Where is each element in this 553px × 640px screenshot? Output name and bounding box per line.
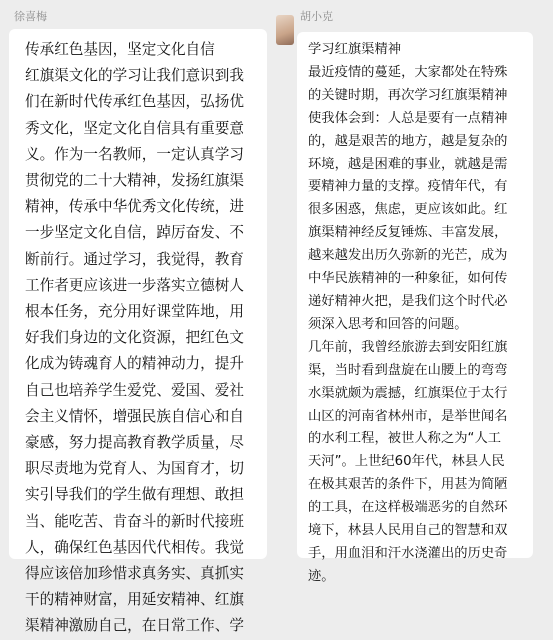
message-line: 根本任务，充分用好课堂阵地，用: [25, 303, 244, 321]
message-bubble-left[interactable]: [9, 29, 267, 635]
message-line: 实引导我们的学生做有理想、敢担: [25, 486, 244, 504]
avatar[interactable]: [276, 15, 294, 45]
message-line: 的关键时期，再次学习红旗渠精神: [308, 87, 508, 103]
message-line: 递好精神火把，是我们这个时代必: [308, 293, 508, 309]
message-line: 红旗渠文化的学习让我们意识到我: [25, 67, 244, 85]
message-line: 豪感，努力提高教育教学质量，尽: [25, 434, 244, 452]
message-line: 天河”。上世纪60年代，林县人民: [308, 454, 505, 470]
message-line: 自己也培养学生爱党、爱国、爱社: [25, 381, 244, 399]
message-line: 旗渠精神经反复锤炼、丰富发展，: [308, 225, 508, 241]
message-line: 手，用血泪和汗水浇灌出的历史奇: [308, 545, 508, 561]
message-line: 迹。: [308, 568, 335, 584]
message-line: 山区的河南省林州市，是举世闻名: [308, 408, 508, 424]
sender-name-right: 胡小克: [300, 10, 333, 23]
message-line: 一步坚定文化自信，踔厉奋发、不: [25, 224, 244, 242]
message-line: 会主义情怀，增强民族自信心和自: [25, 407, 244, 425]
message-line: 当、能吃苦、肯奋斗的新时代接班: [25, 512, 244, 530]
message-line: 环境，越是困难的事业，就越是需: [308, 156, 508, 172]
message-line: 得应该倍加珍惜求真务实、真抓实: [25, 565, 244, 583]
message-line: 工作者更应该进一步落实立德树人: [25, 276, 244, 294]
message-line: 传承红色基因，坚定文化自信: [25, 41, 215, 58]
message-line: 的水利工程，被世人称之为“人工: [308, 431, 502, 447]
message-line: 精神，传承中华优秀文化传统，进: [25, 198, 244, 216]
sender-name-left: 徐喜梅: [14, 10, 47, 23]
message-line: 要精神力量的支撑。疫情年代，有: [308, 179, 508, 195]
message-line: 几年前，我曾经旅游去到安阳红旗: [308, 339, 508, 355]
message-line: 好我们身边的文化资源，把红色文: [25, 329, 244, 347]
message-bubble-right[interactable]: [297, 32, 533, 584]
message-line: 的，越是艰苦的地方，越是复杂的: [308, 133, 508, 149]
message-line: 在极其艰苦的条件下，用甚为简陋: [308, 477, 508, 493]
message-line: 最近疫情的蔓延，大家都处在特殊: [308, 64, 508, 80]
message-line: 人，确保红色基因代代相传。我觉: [25, 538, 244, 556]
message-line: 义。作为一名教师，一定认真学习: [25, 145, 244, 163]
message-line: 渠精神激励自己，在日常工作、学: [25, 617, 244, 635]
message-line: 断前行。通过学习，我觉得，教育: [25, 250, 244, 268]
message-line: 秀文化，坚定文化自信具有重要意: [25, 119, 244, 137]
message-line: 水渠就颇为震撼，红旗渠位于太行: [308, 385, 508, 401]
message-line: 干的精神财富，用延安精神、红旗: [25, 591, 244, 609]
message-line: 使我体会到：人总是要有一点精神: [308, 110, 508, 126]
message-line: 中华民族精神的一种象征，如何传: [308, 271, 508, 287]
message-line: 越来越发出历久弥新的光芒，成为: [308, 248, 508, 264]
message-line: 很多困惑，焦虑，更应该如此。红: [308, 202, 508, 218]
message-line: 化成为铸魂育人的精神动力，提升: [25, 355, 244, 373]
message-line: 须深入思考和回答的问题。: [308, 316, 468, 332]
message-line: 职尽责地为党育人、为国育才，切: [25, 460, 244, 478]
message-line: 的工具，在这样极端恶劣的自然环: [308, 500, 508, 516]
message-line: 学习红旗渠精神: [308, 42, 402, 57]
message-line: 们在新时代传承红色基因，弘扬优: [25, 93, 244, 111]
message-line: 贯彻党的二十大精神，发扬红旗渠: [25, 172, 244, 190]
message-line: 境下，林县人民用自己的智慧和双: [308, 523, 508, 539]
message-line: 渠，当时看到盘旋在山腰上的弯弯: [308, 362, 508, 378]
